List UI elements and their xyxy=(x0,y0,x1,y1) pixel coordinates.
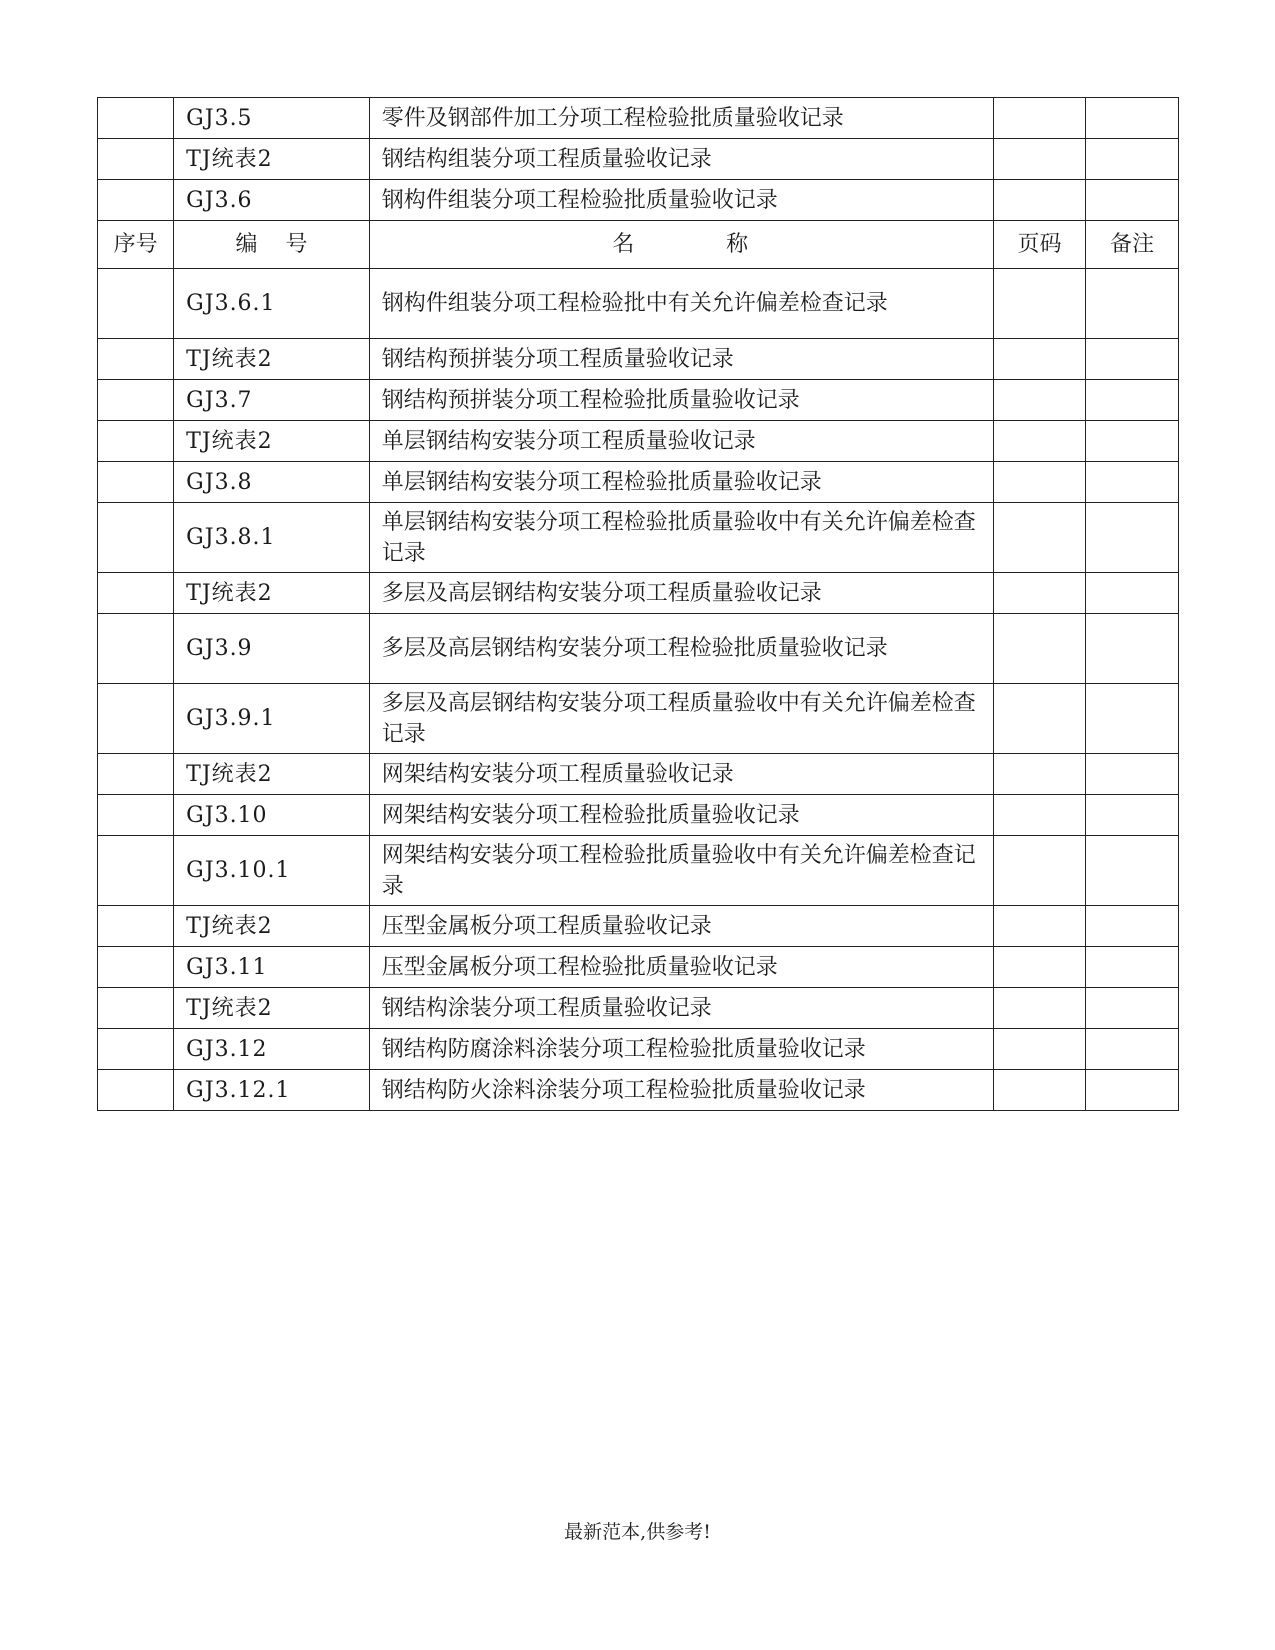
seq-cell xyxy=(98,421,174,462)
code-cell: GJ3.10.1 xyxy=(174,836,370,906)
code-cell: TJ统表2 xyxy=(174,906,370,947)
remark-cell xyxy=(1086,1029,1179,1070)
code-cell: GJ3.5 xyxy=(174,98,370,139)
code-cell: TJ统表2 xyxy=(174,573,370,614)
name-cell: 零件及钢部件加工分项工程检验批质量验收记录 xyxy=(369,98,993,139)
code-cell: TJ统表2 xyxy=(174,421,370,462)
page-cell xyxy=(993,269,1086,339)
page-cell xyxy=(993,380,1086,421)
seq-cell xyxy=(98,503,174,573)
table-row xyxy=(98,139,1179,180)
page-cell xyxy=(993,906,1086,947)
table-row xyxy=(98,421,1179,462)
code-cell: GJ3.12.1 xyxy=(174,1070,370,1111)
page-cell xyxy=(993,98,1086,139)
name-cell: 网架结构安装分项工程检验批质量验收记录 xyxy=(369,795,993,836)
page-cell xyxy=(993,180,1086,221)
remark-cell xyxy=(1086,573,1179,614)
page-cell xyxy=(993,1029,1086,1070)
table-row xyxy=(98,947,1179,988)
name-cell: 多层及高层钢结构安装分项工程质量验收中有关允许偏差检查记录 xyxy=(369,684,993,754)
table-header-row xyxy=(98,221,1179,269)
code-cell: GJ3.9 xyxy=(174,614,370,684)
code-cell: GJ3.9.1 xyxy=(174,684,370,754)
remark-cell xyxy=(1086,462,1179,503)
name-cell: 压型金属板分项工程检验批质量验收记录 xyxy=(369,947,993,988)
seq-cell xyxy=(98,1070,174,1111)
table-row xyxy=(98,339,1179,380)
code-cell: GJ3.7 xyxy=(174,380,370,421)
name-cell: 钢构件组装分项工程检验批中有关允许偏差检查记录 xyxy=(369,269,993,339)
header-name: 名 称 xyxy=(369,221,993,269)
remark-cell xyxy=(1086,754,1179,795)
name-cell: 多层及高层钢结构安装分项工程检验批质量验收记录 xyxy=(369,614,993,684)
name-cell: 钢结构预拼装分项工程检验批质量验收记录 xyxy=(369,380,993,421)
name-cell: 钢结构预拼装分项工程质量验收记录 xyxy=(369,339,993,380)
page-cell xyxy=(993,614,1086,684)
remark-cell xyxy=(1086,684,1179,754)
code-cell: GJ3.11 xyxy=(174,947,370,988)
page-cell xyxy=(993,836,1086,906)
seq-cell xyxy=(98,573,174,614)
remark-cell xyxy=(1086,988,1179,1029)
code-cell: GJ3.12 xyxy=(174,1029,370,1070)
remark-cell xyxy=(1086,139,1179,180)
table-row xyxy=(98,269,1179,339)
code-cell: TJ统表2 xyxy=(174,754,370,795)
table-row xyxy=(98,503,1179,573)
seq-cell xyxy=(98,795,174,836)
remark-cell xyxy=(1086,906,1179,947)
seq-cell xyxy=(98,380,174,421)
seq-cell xyxy=(98,614,174,684)
remark-cell xyxy=(1086,269,1179,339)
name-cell: 钢结构防腐涂料涂装分项工程检验批质量验收记录 xyxy=(369,1029,993,1070)
remark-cell xyxy=(1086,947,1179,988)
page-cell xyxy=(993,339,1086,380)
remark-cell xyxy=(1086,421,1179,462)
table-row xyxy=(98,380,1179,421)
code-cell: GJ3.10 xyxy=(174,795,370,836)
footer-note: 最新范本,供参考! xyxy=(564,1521,711,1543)
name-cell: 钢结构防火涂料涂装分项工程检验批质量验收记录 xyxy=(369,1070,993,1111)
table-row xyxy=(98,462,1179,503)
code-cell: GJ3.6 xyxy=(174,180,370,221)
record-index-table xyxy=(97,97,1179,1111)
page-cell xyxy=(993,139,1086,180)
header-remark: 备注 xyxy=(1086,221,1179,269)
seq-cell xyxy=(98,180,174,221)
table-row xyxy=(98,1029,1179,1070)
seq-cell xyxy=(98,269,174,339)
seq-cell xyxy=(98,139,174,180)
table-row xyxy=(98,573,1179,614)
table-row xyxy=(98,906,1179,947)
seq-cell xyxy=(98,906,174,947)
page-cell xyxy=(993,754,1086,795)
name-cell: 钢构件组装分项工程检验批质量验收记录 xyxy=(369,180,993,221)
name-cell: 压型金属板分项工程质量验收记录 xyxy=(369,906,993,947)
table-row xyxy=(98,684,1179,754)
remark-cell xyxy=(1086,380,1179,421)
header-code: 编 号 xyxy=(174,221,370,269)
table-row xyxy=(98,98,1179,139)
remark-cell xyxy=(1086,795,1179,836)
name-cell: 钢结构组装分项工程质量验收记录 xyxy=(369,139,993,180)
seq-cell xyxy=(98,98,174,139)
seq-cell xyxy=(98,462,174,503)
page-cell xyxy=(993,795,1086,836)
seq-cell xyxy=(98,339,174,380)
seq-cell xyxy=(98,988,174,1029)
table-row xyxy=(98,614,1179,684)
name-cell: 网架结构安装分项工程检验批质量验收中有关允许偏差检查记录 xyxy=(369,836,993,906)
table-row xyxy=(98,988,1179,1029)
page-cell xyxy=(993,947,1086,988)
remark-cell xyxy=(1086,98,1179,139)
page-cell xyxy=(993,573,1086,614)
seq-cell xyxy=(98,1029,174,1070)
code-cell: GJ3.6.1 xyxy=(174,269,370,339)
page-cell xyxy=(993,462,1086,503)
name-cell: 单层钢结构安装分项工程检验批质量验收中有关允许偏差检查记录 xyxy=(369,503,993,573)
remark-cell xyxy=(1086,339,1179,380)
remark-cell xyxy=(1086,503,1179,573)
table-row xyxy=(98,180,1179,221)
page-cell xyxy=(993,421,1086,462)
code-cell: GJ3.8 xyxy=(174,462,370,503)
code-cell: TJ统表2 xyxy=(174,988,370,1029)
remark-cell xyxy=(1086,1070,1179,1111)
seq-cell xyxy=(98,947,174,988)
page-cell xyxy=(993,684,1086,754)
seq-cell xyxy=(98,754,174,795)
table-row xyxy=(98,754,1179,795)
code-cell: TJ统表2 xyxy=(174,339,370,380)
header-seq: 序号 xyxy=(98,221,174,269)
code-cell: GJ3.8.1 xyxy=(174,503,370,573)
table-row xyxy=(98,795,1179,836)
table-row xyxy=(98,1070,1179,1111)
name-cell: 网架结构安装分项工程质量验收记录 xyxy=(369,754,993,795)
header-page: 页码 xyxy=(993,221,1086,269)
code-cell: TJ统表2 xyxy=(174,139,370,180)
remark-cell xyxy=(1086,180,1179,221)
name-cell: 钢结构涂装分项工程质量验收记录 xyxy=(369,988,993,1029)
page-cell xyxy=(993,503,1086,573)
table-row xyxy=(98,836,1179,906)
seq-cell xyxy=(98,836,174,906)
name-cell: 单层钢结构安装分项工程检验批质量验收记录 xyxy=(369,462,993,503)
name-cell: 单层钢结构安装分项工程质量验收记录 xyxy=(369,421,993,462)
seq-cell xyxy=(98,684,174,754)
remark-cell xyxy=(1086,836,1179,906)
page-cell xyxy=(993,988,1086,1029)
name-cell: 多层及高层钢结构安装分项工程质量验收记录 xyxy=(369,573,993,614)
remark-cell xyxy=(1086,614,1179,684)
page-cell xyxy=(993,1070,1086,1111)
